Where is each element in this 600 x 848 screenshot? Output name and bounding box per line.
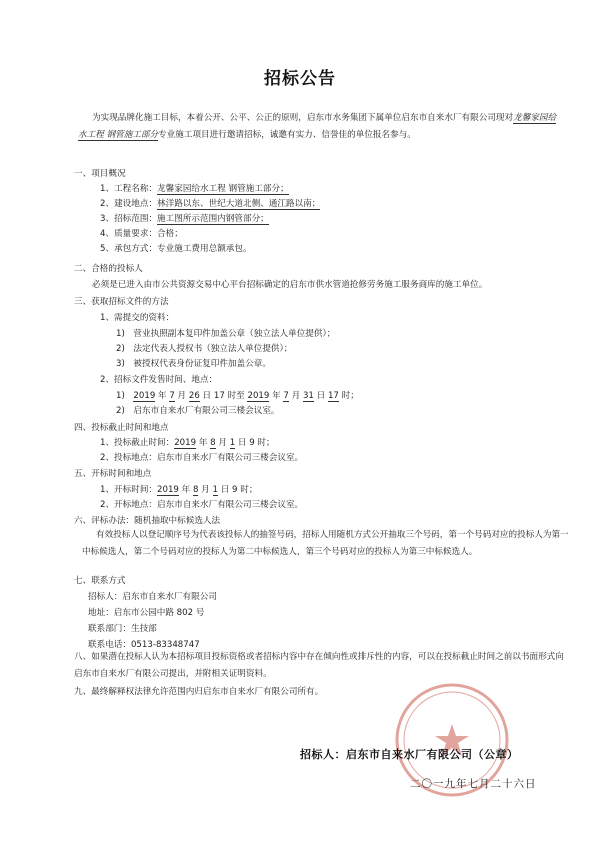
contact-line: 联系部门：生技部 xyxy=(88,624,157,634)
location-row xyxy=(100,198,320,210)
item-value: 专业施工费用总额承包。 xyxy=(157,244,252,254)
section-6-heading: 六、评标办法：随机抽取中标候选人法 xyxy=(74,516,221,526)
contact-line: 联系电话：0513-83348747 xyxy=(88,640,200,650)
sale-place: 2) 启东市自来水厂有限公司三楼会议室。 xyxy=(116,406,280,416)
section-8-text: 八、如果潜在投标人认为本招标项目投标资格或者招标内容中存在倾向性或排斥性的内容，可以在投标截止时间之前以书面形式向启东市自来水厂有限公司提出，并附相关证明资料。 xyxy=(74,652,564,679)
item-value: 龙馨家园给水工程 钢管施工部分； xyxy=(157,184,289,194)
section-2-heading: 二、合格的投标人 xyxy=(74,264,143,274)
opening-place: 启东市自来水厂有限公司三楼会议室。 xyxy=(157,500,304,510)
contract-row xyxy=(100,243,252,255)
section-5-heading: 五、开标时间和地点 xyxy=(74,469,152,479)
time-part: 时； xyxy=(338,391,359,401)
intro-paragraph xyxy=(78,110,564,144)
section-7-heading: 七、联系方式 xyxy=(74,576,126,586)
deadline-month: 8 xyxy=(210,438,216,448)
intro-text-after: 专业施工项目进行邀请招标，诚邀有实力、信誉佳的单位报名参与。 xyxy=(158,130,416,140)
item-value: 合格； xyxy=(157,229,183,239)
opening-time-row: 1、开标时间：2019 年 8 月 1 日 9 时； xyxy=(100,485,258,495)
time-part: 2019 xyxy=(247,391,270,401)
time-part: 年 xyxy=(269,391,284,401)
item-num: 2、 xyxy=(100,199,115,209)
bid-place-row xyxy=(100,452,303,464)
opening-label: 1、开标时间： xyxy=(100,485,158,495)
opening-month: 8 xyxy=(192,485,199,495)
section-4-heading: 四、投标截止时间和地点 xyxy=(74,423,169,433)
item-num: 4、 xyxy=(100,229,115,239)
opening-hour: 9 xyxy=(232,485,238,495)
signature-date: 二〇一九年七月二十六日 xyxy=(410,778,537,790)
bid-place: 启东市自来水厂有限公司三楼会议室。 xyxy=(157,453,304,463)
item-label: 招标范围： xyxy=(114,214,158,224)
item-label: 建设地点： xyxy=(114,199,158,209)
deadline-label: 1、投标截止时间： xyxy=(100,438,175,448)
time-part: 7 xyxy=(283,391,289,401)
section-1-heading: 一、项目概况 xyxy=(74,169,126,179)
opening-year: 2019 xyxy=(157,485,179,495)
time-part: 月 xyxy=(288,391,303,401)
project-name-row xyxy=(100,183,289,195)
sale-time xyxy=(116,390,359,402)
time-part: 月 xyxy=(174,391,189,401)
item-value: 林洋路以东、世纪大道北侧、通江路以南； xyxy=(157,199,321,209)
item-num: 3、 xyxy=(100,214,115,224)
item-num: 5、 xyxy=(100,244,115,254)
time-part: 2019 xyxy=(133,391,156,401)
doc-item: 2) 法定代表人授权书（独立法人单位提供）； xyxy=(116,344,293,354)
deadline-year: 2019 xyxy=(174,438,197,448)
intro-text-before: 为实现品牌化施工目标，本着公开、公平、公正的原则，启东市水务集团下属单位启东市自来水厂有限公司现对 xyxy=(92,113,514,123)
page-title: 招标公告 xyxy=(264,69,336,89)
item-num: 1、 xyxy=(100,184,115,194)
doc-item: 3) 被授权代表身份证复印件加盖公章。 xyxy=(116,359,271,369)
opening-place-row xyxy=(100,499,303,511)
time-part: 26 xyxy=(188,391,200,401)
time-part: 7 xyxy=(169,391,175,401)
opening-place-label: 2、开标地点： xyxy=(100,500,158,510)
opening-day: 1 xyxy=(212,485,218,495)
sale-subheading: 2、招标文件发售时间、地点： xyxy=(100,375,218,385)
time-part: 日 17 时至 xyxy=(199,391,248,401)
section-9-text: 九、最终解释权法律允许范围内归启东市自来水厂有限公司所有。 xyxy=(74,687,324,697)
scope-row xyxy=(100,213,269,225)
section-6-text: 有效投标人以登记顺序号为代表该投标人的抽签号码，招标人用随机方式公开抽取三个号码，第一个号码对应的投标人为第一中标候选人，第二个号码对应的投标人为第二中标候选人，第三个号码对应的投标人为第三中标候选人。 xyxy=(82,530,569,557)
time-part: 1) xyxy=(116,391,134,401)
bid-place-label: 2、投标地点： xyxy=(100,453,158,463)
quality-row xyxy=(100,228,183,240)
signature-line: 招标人：启东市自来水厂有限公司（公章） xyxy=(300,748,519,761)
intro-project-name: 龙馨家园给水工程 钢管施工部分 xyxy=(78,113,557,140)
time-part: 31 xyxy=(302,391,314,401)
docs-subheading: 1、需提交的资料： xyxy=(100,313,175,323)
item-value: 施工图所示范围内钢管部分； xyxy=(157,214,269,224)
time-part: 日 xyxy=(313,391,328,401)
time-part: 年 xyxy=(155,391,170,401)
contact-line: 地址：启东市公园中路 802 号 xyxy=(88,608,205,618)
section-2-text: 必须是已进入由市公共资源交易中心平台招标确定的启东市供水管道抢修劳务施工服务商库的施工单位。 xyxy=(92,280,488,290)
item-label: 质量要求： xyxy=(114,229,158,239)
deadline-row: 1、投标截止时间：2019 年 8 月 1 日 9 时； xyxy=(100,438,275,448)
doc-item: 1) 营业执照副本复印件加盖公章（独立法人单位提供）； xyxy=(116,329,336,339)
deadline-hour: 9 xyxy=(249,438,255,448)
section-3-heading: 三、获取招标文件的方法 xyxy=(74,297,169,307)
deadline-day: 1 xyxy=(229,438,236,448)
item-label: 工程名称： xyxy=(114,184,158,194)
item-label: 承包方式： xyxy=(114,244,158,254)
time-part: 17 xyxy=(327,391,339,401)
contact-line: 招标人：启东市自来水厂有限公司 xyxy=(88,592,217,602)
